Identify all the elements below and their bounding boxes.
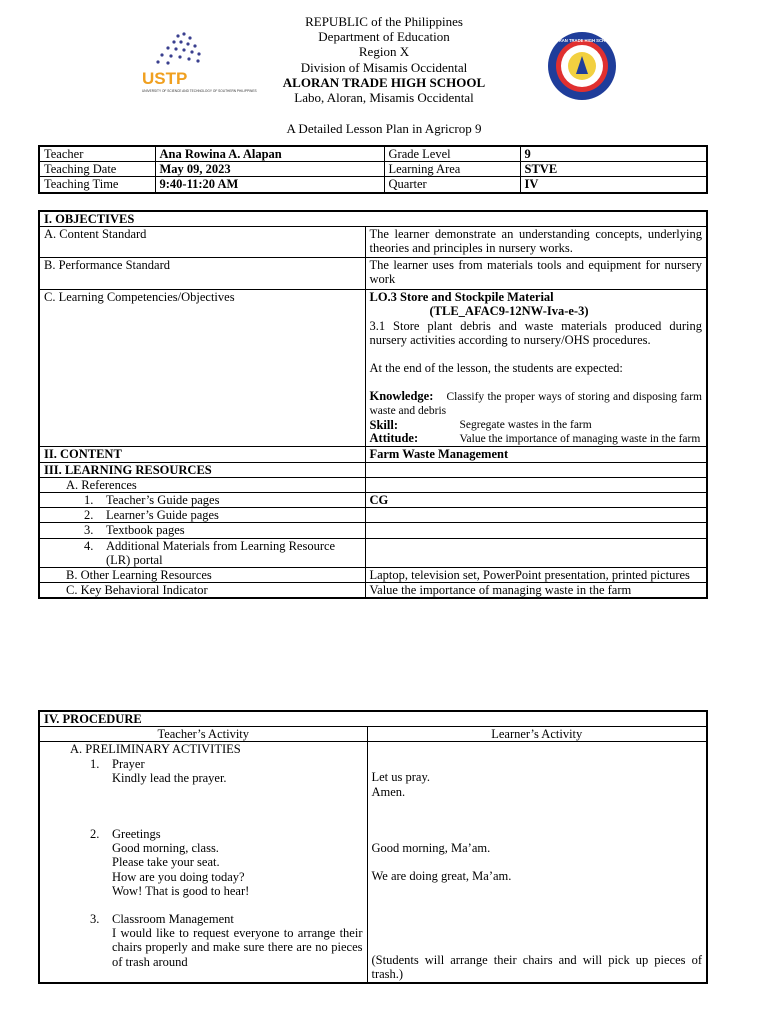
grade-level-value: 9 [520, 146, 707, 162]
greetings-teacher-line: How are you doing today? [112, 869, 245, 884]
learning-competencies-cell [365, 290, 707, 447]
lo-code: (TLE_AFAC9-12NW-Iva-e-3) [429, 304, 589, 319]
procedure-table [38, 710, 708, 984]
header-department: Department of Education [318, 29, 450, 45]
learning-area-label: Learning Area [384, 162, 520, 177]
reference-item-value: CG [365, 493, 707, 508]
teacher-activity-cell [39, 742, 367, 983]
ustp-logo-subtext: UNIVERSITY OF SCIENCE AND TECHNOLOGY OF SOUTHERN PHILIPPINES [142, 89, 257, 93]
header-division: Division of Misamis Occidental [300, 59, 468, 75]
learning-competencies-label: C. Learning Competencies/Objectives [39, 290, 365, 447]
greetings-item: 2. Greetings [90, 827, 161, 842]
teacher-info-table [38, 145, 708, 194]
reference-item: 1. Teacher’s Guide pages [39, 493, 365, 508]
quarter-value: IV [520, 177, 707, 193]
objectives-table [38, 210, 708, 599]
knowledge-objective [370, 389, 703, 418]
greetings-teacher-line: Good morning, class. [112, 841, 219, 856]
header-region: Region X [358, 44, 410, 60]
performance-standard-label: B. Performance Standard [39, 258, 365, 290]
knowledge-key: Knowledge: [369, 389, 434, 404]
reference-item-value [365, 508, 707, 523]
header-republic: REPUBLIC of the Philippines [305, 14, 463, 29]
reference-item: 4. Additional Materials from Learning Resource (LR) portal [39, 538, 365, 567]
classroom-management-teacher-line: I would like to request everyone to arrange their chairs properly and make sure there are no pieces of trash around [112, 926, 363, 969]
skill-key: Skill: [369, 418, 398, 433]
learner-activity-cell [367, 742, 707, 983]
procedure-heading: IV. PROCEDURE [39, 711, 707, 727]
teaching-date-value: May 09, 2023 [155, 162, 384, 177]
teacher-value: Ana Rowina A. Alapan [155, 146, 384, 162]
lo-description: 3.1 Store plant debris and waste materials produced during nursery activities according to nursery/OHS procedures. [369, 318, 702, 347]
ustp-logo-text: USTP [142, 69, 188, 88]
attitude-value: Value the importance of managing waste in the farm [459, 433, 701, 446]
prayer-learner-line: Let us pray. [371, 770, 431, 785]
teacher-activity-header: Teacher’s Activity [39, 727, 367, 742]
expected-outcomes-intro: At the end of the lesson, the students are expected: [369, 361, 623, 376]
greetings-teacher-line: Please take your seat. [112, 855, 220, 870]
grade-level-label: Grade Level [384, 146, 520, 162]
teaching-time-label: Teaching Time [39, 177, 155, 193]
greetings-learner-line: We are doing great, Ma’am. [371, 869, 512, 884]
objectives-heading: I. OBJECTIVES [39, 211, 707, 227]
lo-title: LO.3 Store and Stockpile Material [369, 290, 554, 305]
knowledge-value: Classify the proper ways of storing and disposing farm waste and debris [369, 391, 702, 418]
key-behavioral-indicator-value: Value the importance of managing waste in the farm [365, 583, 707, 599]
content-standard-label: A. Content Standard [39, 227, 365, 258]
prayer-item: 1. Prayer [90, 756, 145, 771]
classroom-management-item: 3. Classroom Management [90, 912, 234, 927]
performance-standard-value: The learner uses from materials tools and equipment for nursery work [365, 258, 707, 290]
preliminary-activities-heading: A. PRELIMINARY ACTIVITIES [70, 742, 241, 757]
reference-item-value [365, 538, 707, 567]
teacher-label: Teacher [39, 146, 155, 162]
teaching-date-label: Teaching Date [39, 162, 155, 177]
other-resources-value: Laptop, television set, PowerPoint presentation, printed pictures [365, 568, 707, 583]
learner-activity-header: Learner’s Activity [367, 727, 707, 742]
content-heading: II. CONTENT [39, 447, 365, 462]
classroom-management-learner-line: (Students will arrange their chairs and will pick up pieces of trash.) [371, 953, 702, 982]
header-address: Labo, Aloran, Misamis Occidental [294, 90, 474, 106]
header-school: ALORAN TRADE HIGH SCHOOL [282, 74, 486, 90]
learning-resources-heading: III. LEARNING RESOURCES [39, 462, 365, 477]
document-header [0, 14, 768, 105]
other-resources-label: B. Other Learning Resources [39, 568, 365, 583]
skill-value: Segregate wastes in the farm [459, 419, 592, 432]
school-seal-text: ALORAN TRADE HIGH SCHOOL [549, 38, 615, 43]
greetings-learner-line: Good morning, Ma’am. [371, 840, 491, 855]
reference-item: 2. Learner’s Guide pages [39, 508, 365, 523]
skill-objective [370, 418, 703, 432]
learning-area-value: STVE [520, 162, 707, 177]
reference-item-value [365, 523, 707, 538]
attitude-key: Attitude: [369, 431, 419, 446]
lesson-plan-title: A Detailed Lesson Plan in Agricrop 9 [286, 121, 482, 136]
attitude-objective [370, 432, 703, 446]
teaching-time-value: 9:40-11:20 AM [155, 177, 384, 193]
key-behavioral-indicator-label: C. Key Behavioral Indicator [39, 583, 365, 599]
prayer-teacher-line: Kindly lead the prayer. [112, 770, 227, 785]
content-standard-value: The learner demonstrate an understanding concepts, underlying theories and principles in nursery works. [365, 227, 707, 258]
references-label: A. References [39, 477, 365, 492]
reference-item: 3. Textbook pages [39, 523, 365, 538]
prayer-learner-line: Amen. [371, 784, 406, 799]
greetings-teacher-line: Wow! That is good to hear! [112, 883, 250, 898]
content-value: Farm Waste Management [365, 447, 707, 462]
quarter-label: Quarter [384, 177, 520, 193]
